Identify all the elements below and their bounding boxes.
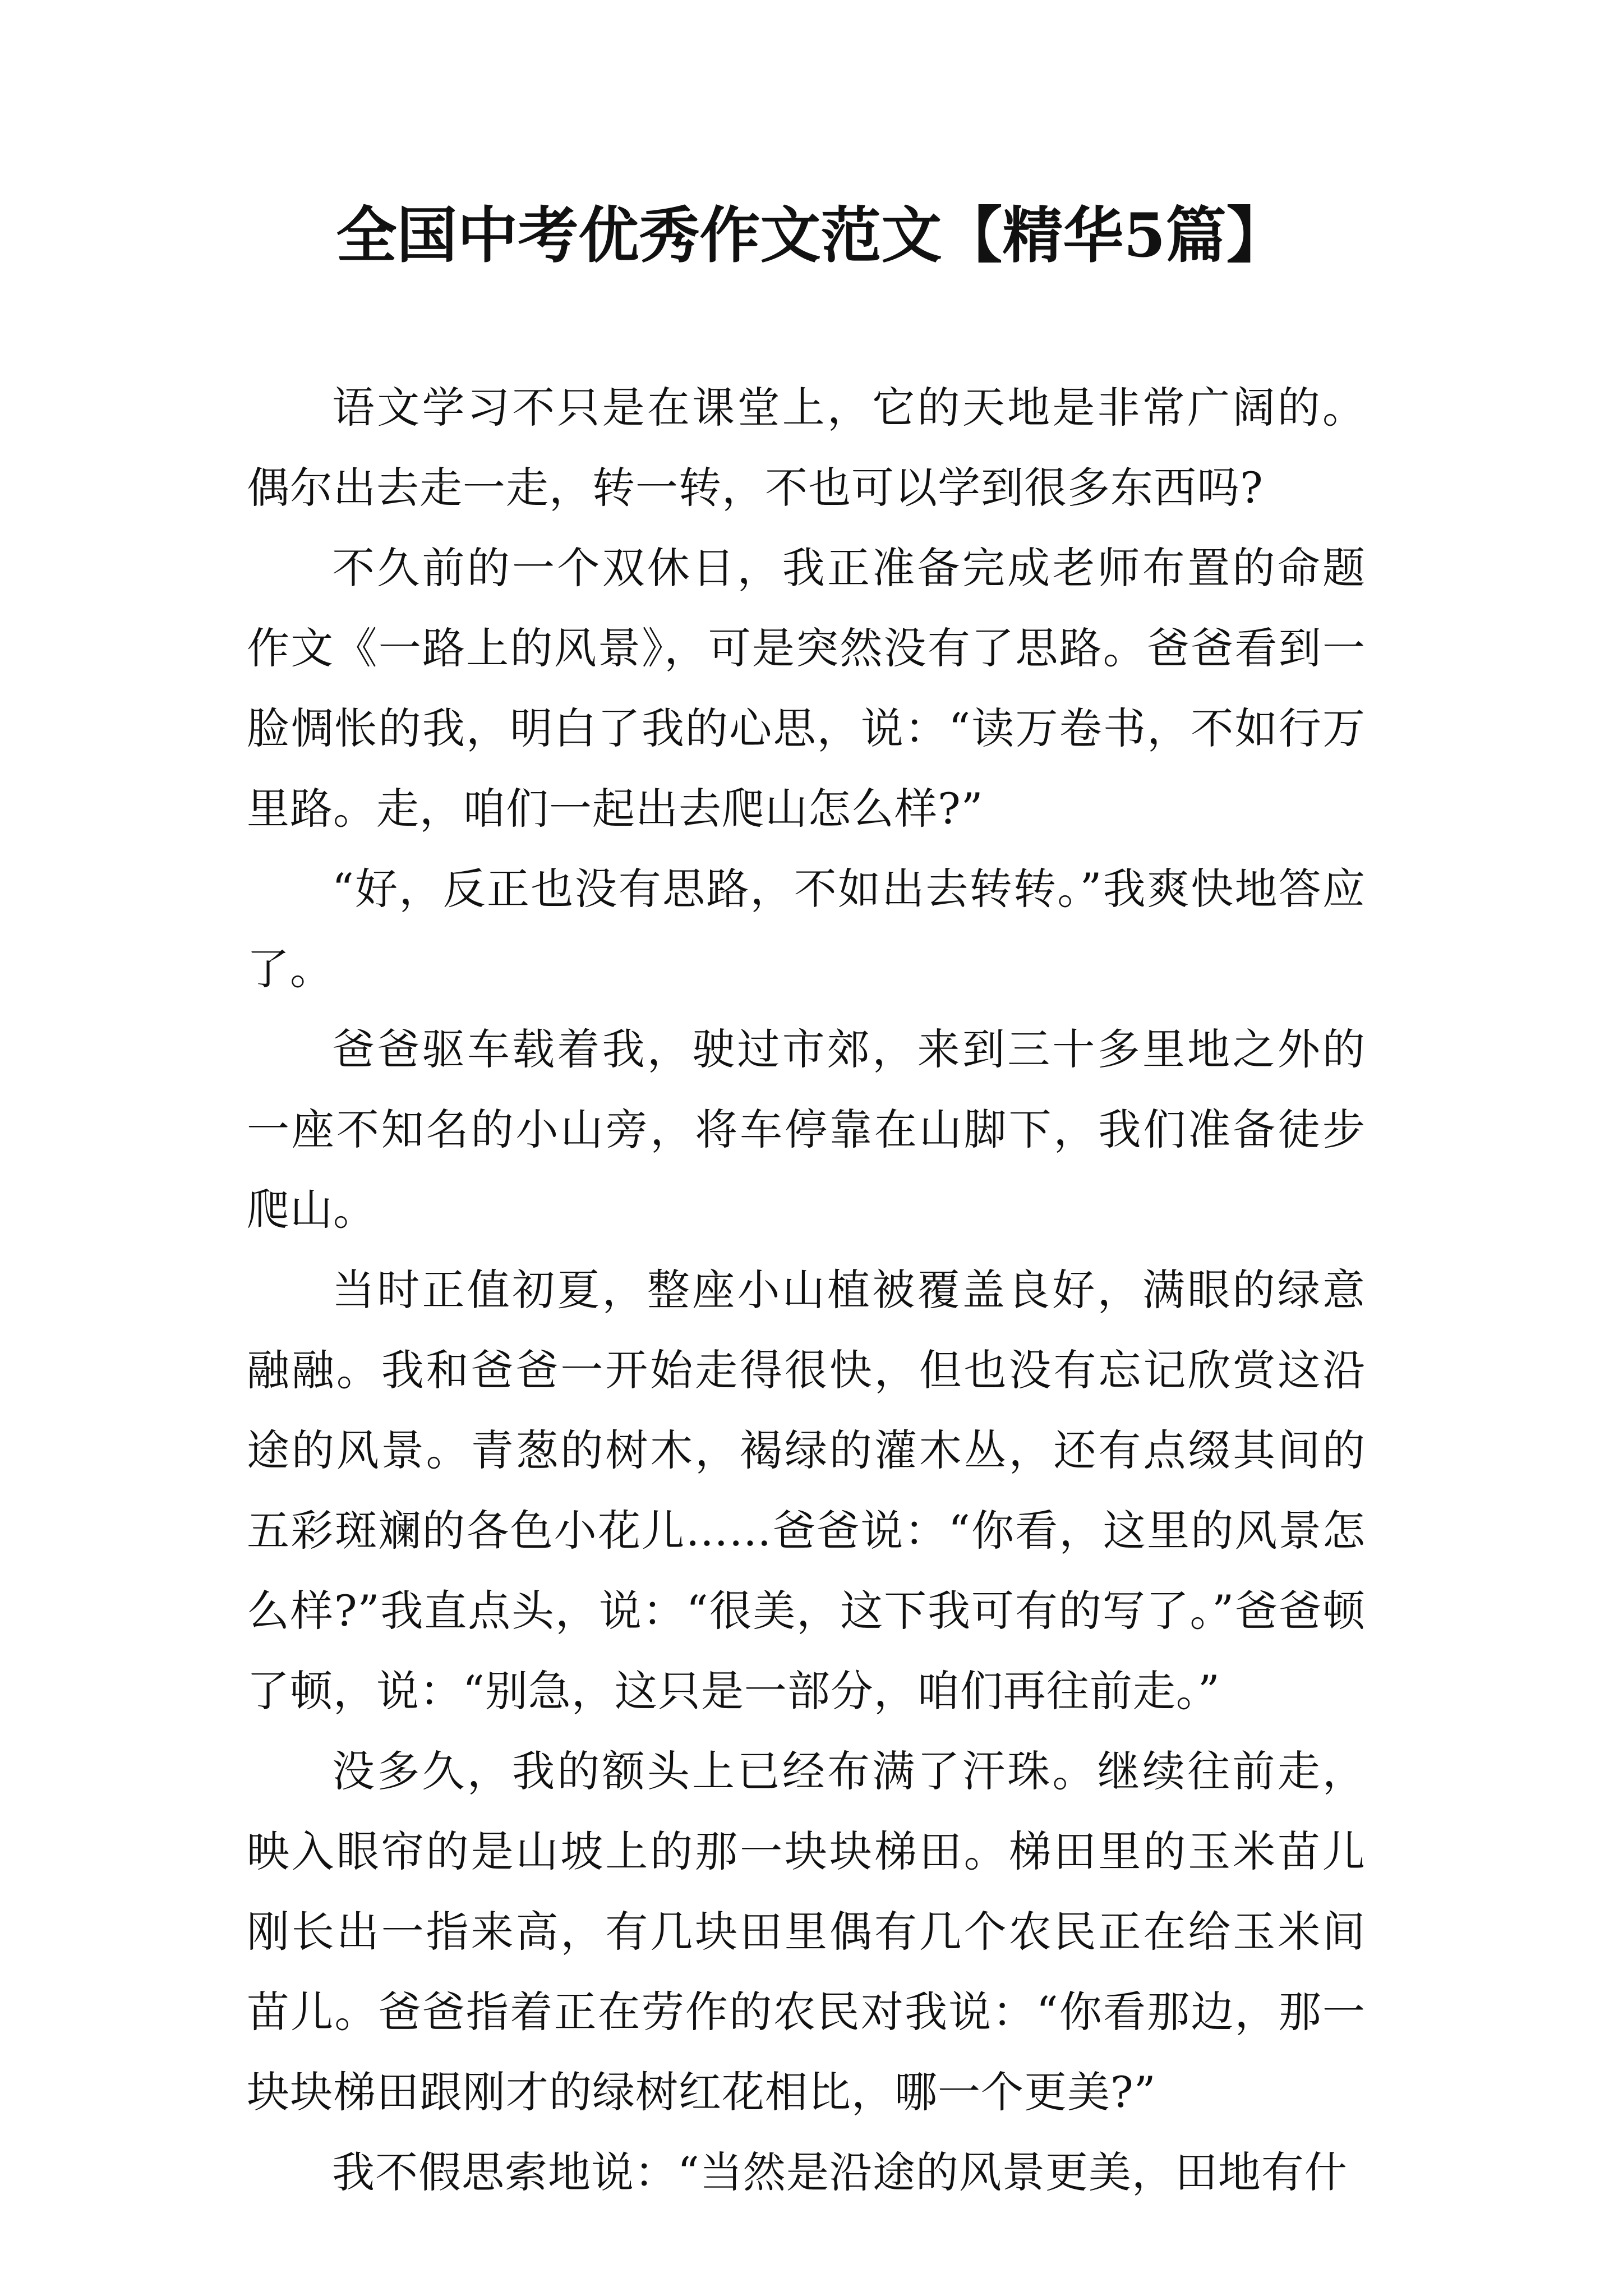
paragraph: 爸爸驱车载着我，驶过市郊，来到三十多里地之外的一座不知名的小山旁，将车停靠在山脚下，我们准备徒步爬山。 — [247, 1024, 1366, 1235]
paragraph: 我不假思索地说：“当然是沿途的风景更美，田地有什 — [332, 2147, 1348, 2197]
document-title: 全国中考优秀作文范文【精华5篇】 — [336, 200, 1287, 271]
paragraph: 没多久，我的额头上已经布满了汗珠。继续往前走，映入眼帘的是山坡上的那一块块梯田。梯田里的玉米苗儿刚长出一指来高，有几块田里偶有几个农民正在给玉米间苗儿。爸爸指着正在劳作的农民对我说：“你看那边，那一块块梯田跟刚才的绿树红花相比，哪一个更美?” — [247, 1746, 1366, 2117]
article-body — [247, 367, 1366, 2212]
paragraph: 语文学习不只是在课堂上，它的天地是非常广阔的。偶尔出去走一走，转一转，不也可以学到很多东西吗? — [247, 383, 1366, 513]
paragraph: 当时正值初夏，整座小山植被覆盖良好，满眼的绿意融融。我和爸爸一开始走得很快，但也没有忘记欣赏这沿途的风景。青葱的树木，褐绿的灌木丛，还有点缀其间的五彩斑斓的各色小花儿……爸爸说：“你看，这里的风景怎么样?”我直点头，说：“很美，这下我可有的写了。”爸爸顿了顿，说：“别急，这只是一部分，咱们再往前走。” — [247, 1265, 1366, 1716]
paragraph: “好，反正也没有思路，不如出去转转。”我爽快地答应了。 — [247, 864, 1366, 994]
paragraph: 不久前的一个双休日，我正准备完成老师布置的命题作文《一路上的风景》，可是突然没有了思路。爸爸看到一脸惆怅的我，明白了我的心思，说：“读万卷书，不如行万里路。走，咱们一起出去爬山怎么样?” — [247, 543, 1366, 834]
